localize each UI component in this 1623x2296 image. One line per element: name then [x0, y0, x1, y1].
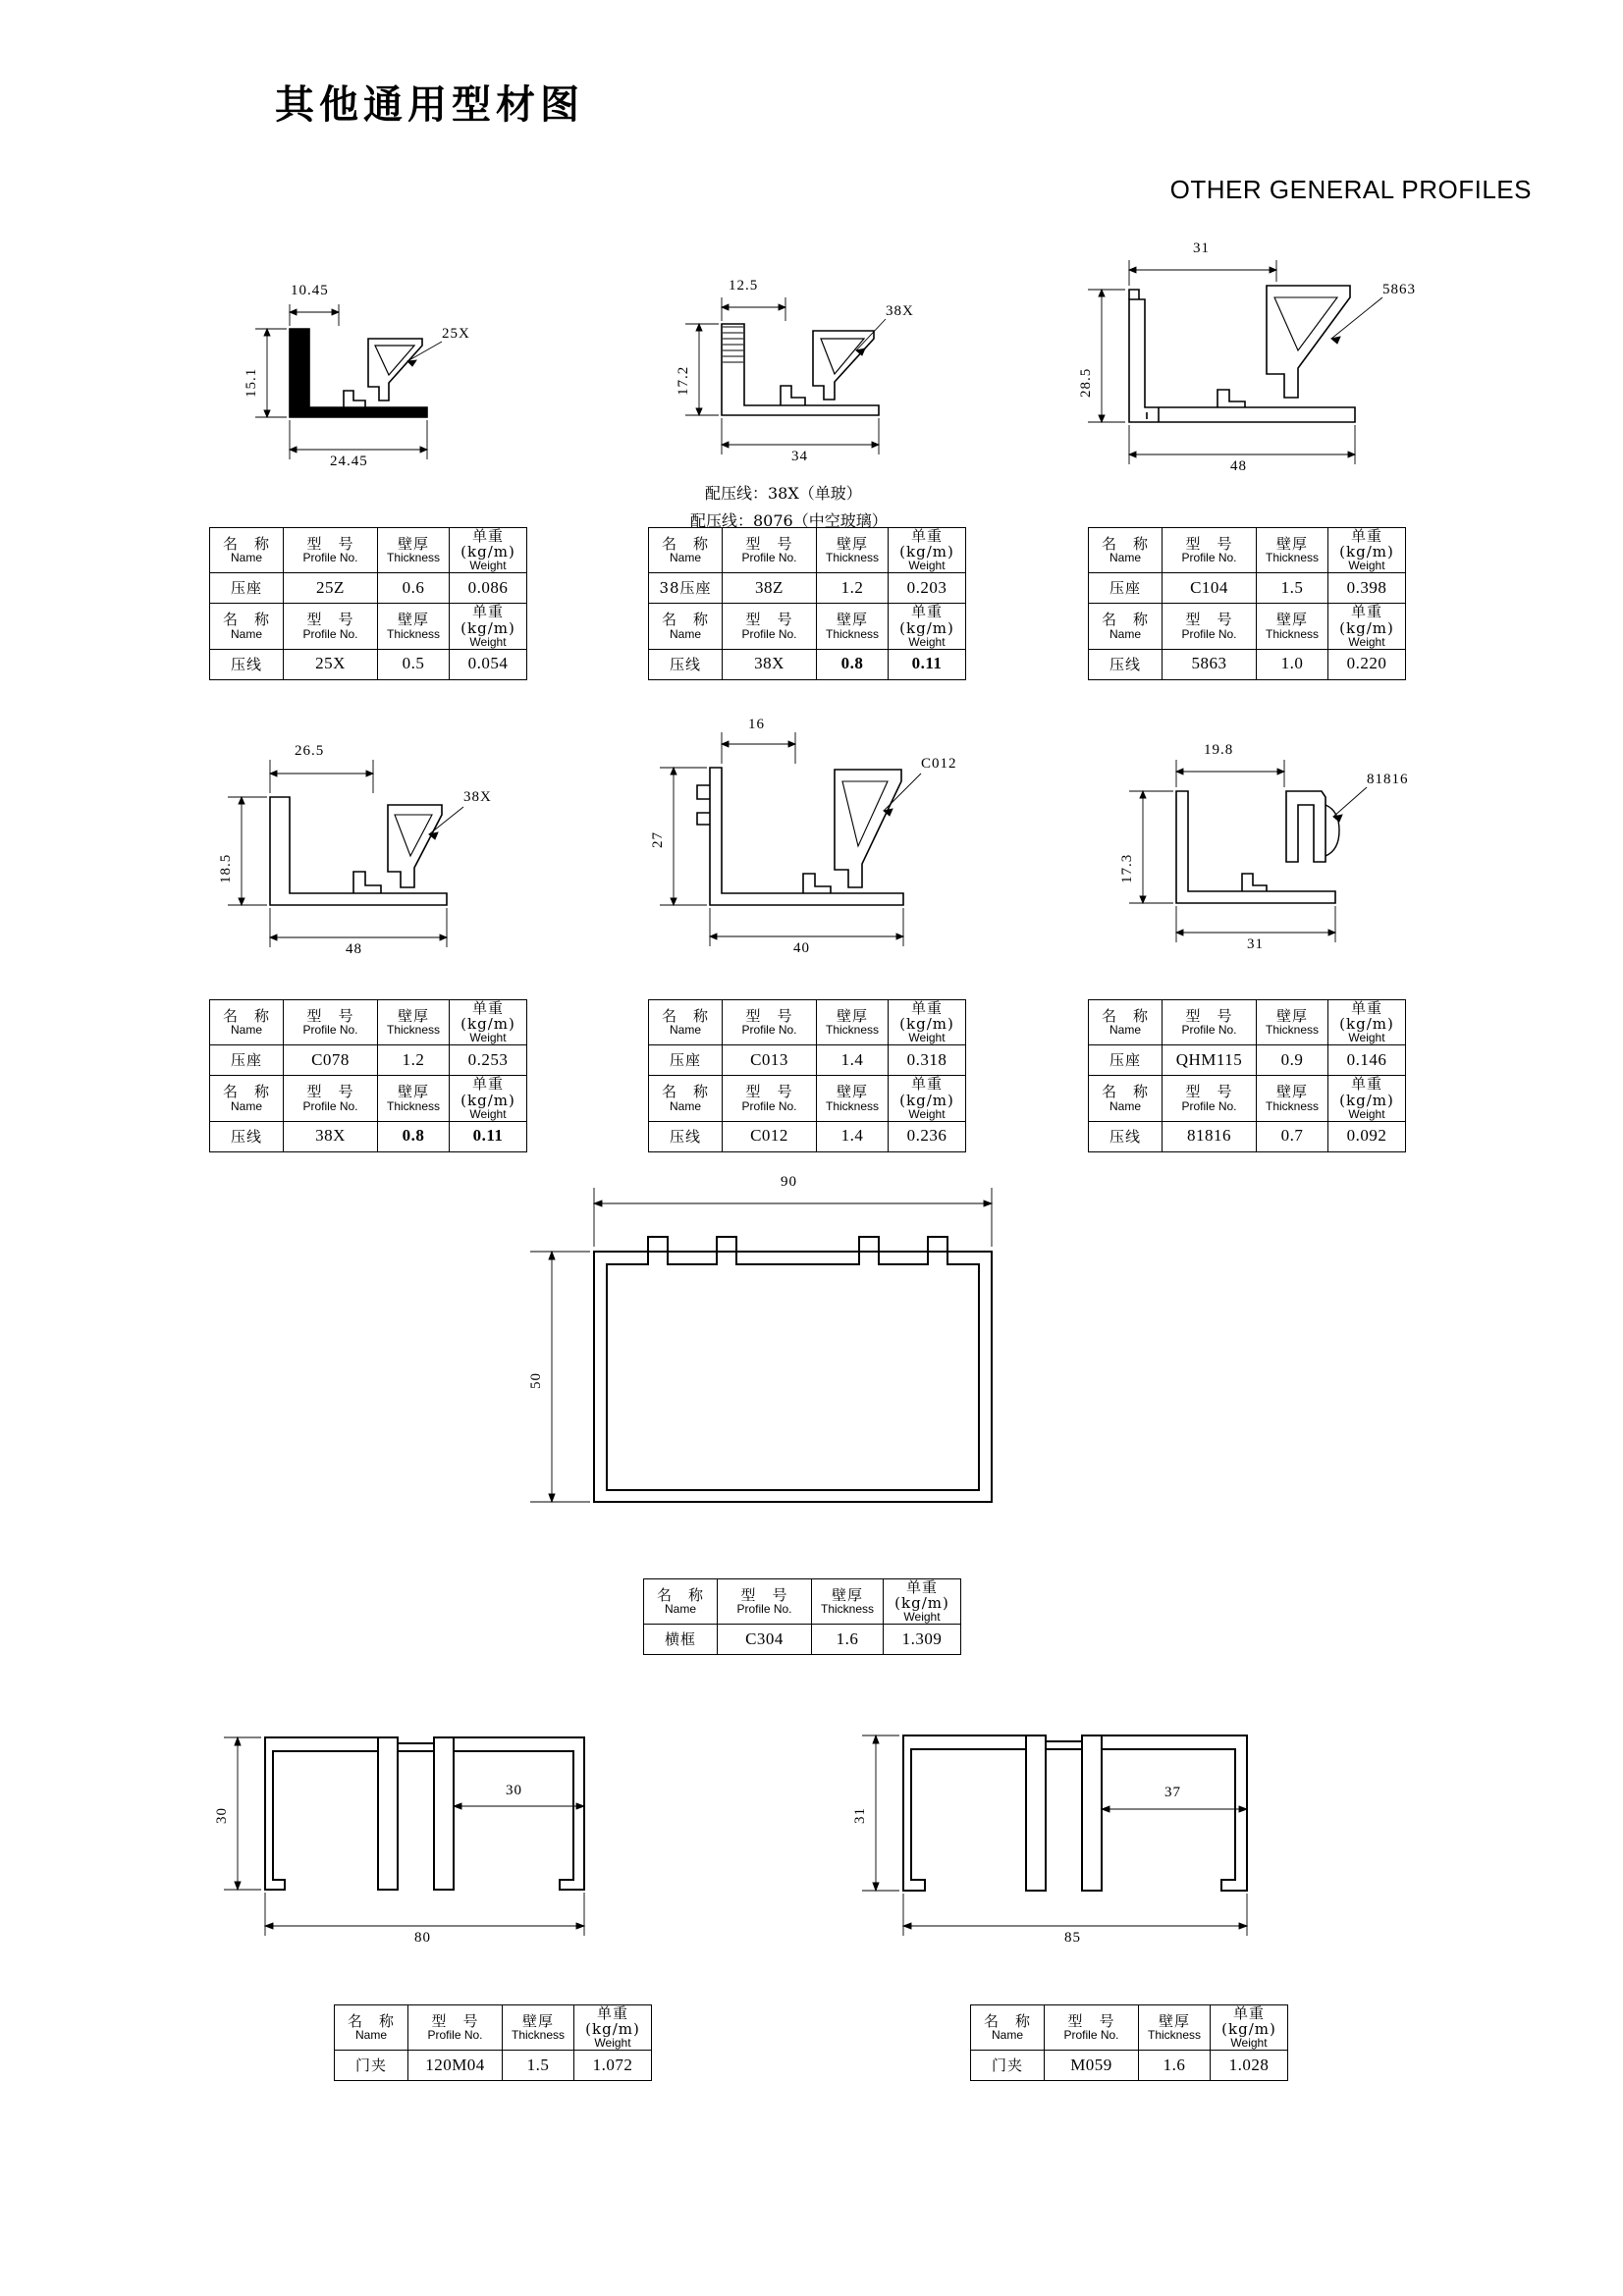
- dim-bottom: 34: [791, 449, 808, 464]
- dim-left: 17.3: [1119, 853, 1135, 883]
- figure-c013: [638, 717, 972, 982]
- cell-thickness: 0.6: [378, 573, 450, 604]
- dim-left: 28.5: [1078, 367, 1094, 398]
- th-profile: 型 号 Profile No.: [1045, 2005, 1139, 2051]
- th-weight: 单重(kg/m) Weight: [884, 1579, 961, 1625]
- cell-weight: 0.086: [450, 573, 527, 604]
- th-thickness: 壁厚 Thickness: [817, 528, 889, 573]
- dim-left: 17.2: [676, 365, 691, 396]
- dim-bottom: 40: [793, 940, 810, 956]
- th-weight: 单重(kg/m) Weight: [889, 528, 966, 573]
- cell-name: 压线: [649, 1121, 723, 1151]
- page-title-cn: 其他通用型材图: [275, 81, 584, 128]
- cell-profile: C012: [723, 1121, 817, 1151]
- cell-thickness: 0.9: [1257, 1045, 1328, 1076]
- cell-profile: C104: [1163, 573, 1257, 604]
- cell-thickness: 1.2: [817, 573, 889, 604]
- callout-label: 5863: [1382, 282, 1416, 297]
- cell-weight: 1.309: [884, 1625, 961, 1655]
- cell-name: 压线: [649, 649, 723, 679]
- th-name: 名 称 Name: [971, 2005, 1045, 2051]
- callout-label: 25X: [442, 326, 470, 342]
- cell-profile: 38X: [723, 649, 817, 679]
- cell-weight: 0.11: [889, 649, 966, 679]
- cell-weight: 1.072: [574, 2051, 652, 2081]
- cell-profile: 5863: [1163, 649, 1257, 679]
- th-weight: 单重(kg/m) Weight: [1211, 2005, 1288, 2051]
- th-profile: 型 号 Profile No.: [723, 528, 817, 573]
- cell-profile: 120M04: [408, 2051, 503, 2081]
- th-weight: 单重(kg/m) Weight: [450, 1076, 527, 1121]
- cell-profile: M059: [1045, 2051, 1139, 2081]
- th-thickness: 壁厚 Thickness: [812, 1579, 884, 1625]
- cell-weight: 0.054: [450, 649, 527, 679]
- cell-profile: C304: [718, 1625, 812, 1655]
- cell-weight: 1.028: [1211, 2051, 1288, 2081]
- th-profile: 型 号 Profile No.: [723, 1076, 817, 1121]
- cell-weight: 0.146: [1328, 1045, 1406, 1076]
- cell-profile: C078: [284, 1045, 378, 1076]
- th-weight: 单重(kg/m) Weight: [889, 1000, 966, 1045]
- th-name: 名 称 Name: [1089, 1076, 1163, 1121]
- th-thickness: 壁厚 Thickness: [1257, 1000, 1328, 1045]
- cell-name: 压座: [1089, 1045, 1163, 1076]
- th-thickness: 壁厚 Thickness: [817, 1076, 889, 1121]
- th-profile: 型 号 Profile No.: [284, 1000, 378, 1045]
- th-profile: 型 号 Profile No.: [723, 604, 817, 649]
- th-thickness: 壁厚 Thickness: [1257, 1076, 1328, 1121]
- th-name: 名 称 Name: [649, 1000, 723, 1045]
- table-row: [210, 1121, 527, 1151]
- dim-bottom: 31: [1247, 936, 1264, 952]
- th-thickness: 壁厚 Thickness: [503, 2005, 574, 2051]
- cell-thickness: 1.6: [1139, 2051, 1211, 2081]
- note-38z-line2: 配压线：8076（中空玻璃）: [690, 511, 888, 530]
- table-row: [1089, 573, 1406, 604]
- figure-120m04: [206, 1708, 776, 1983]
- cell-weight: 0.092: [1328, 1121, 1406, 1151]
- th-weight: 单重(kg/m) Weight: [1328, 1076, 1406, 1121]
- cell-weight: 0.253: [450, 1045, 527, 1076]
- th-name: 名 称 Name: [210, 528, 284, 573]
- th-profile: 型 号 Profile No.: [723, 1000, 817, 1045]
- dim-top: 26.5: [295, 743, 325, 759]
- th-weight: 单重(kg/m) Weight: [1328, 604, 1406, 649]
- table-row: [649, 649, 966, 679]
- cell-profile: 38X: [284, 1121, 378, 1151]
- figure-25z: [196, 285, 491, 510]
- cell-thickness: 1.0: [1257, 649, 1328, 679]
- th-name: 名 称 Name: [1089, 1000, 1163, 1045]
- dim-top: 90: [781, 1174, 797, 1190]
- table-row: [644, 1625, 961, 1655]
- table-row: [1089, 1045, 1406, 1076]
- table-row: [210, 649, 527, 679]
- cell-name: 压线: [210, 649, 284, 679]
- th-profile: 型 号 Profile No.: [1163, 1076, 1257, 1121]
- dim-inner: 30: [506, 1783, 522, 1798]
- th-thickness: 壁厚 Thickness: [378, 1000, 450, 1045]
- cell-weight: 0.11: [450, 1121, 527, 1151]
- th-weight: 单重(kg/m) Weight: [450, 604, 527, 649]
- cell-name: 38压座: [649, 573, 723, 604]
- table-row: [1089, 649, 1406, 679]
- cell-profile: 81816: [1163, 1121, 1257, 1151]
- th-weight: 单重(kg/m) Weight: [574, 2005, 652, 2051]
- cell-thickness: 1.5: [503, 2051, 574, 2081]
- th-profile: 型 号 Profile No.: [1163, 604, 1257, 649]
- spec-table-c304: [643, 1578, 961, 1655]
- th-profile: 型 号 Profile No.: [284, 604, 378, 649]
- dim-left: 15.1: [243, 367, 259, 398]
- th-weight: 单重(kg/m) Weight: [450, 528, 527, 573]
- table-row: [210, 1045, 527, 1076]
- cell-weight: 0.318: [889, 1045, 966, 1076]
- dim-top: 31: [1193, 240, 1210, 256]
- dim-left: 27: [650, 831, 666, 848]
- dim-bottom: 48: [346, 941, 362, 957]
- th-name: 名 称 Name: [1089, 528, 1163, 573]
- th-profile: 型 号 Profile No.: [284, 528, 378, 573]
- th-profile: 型 号 Profile No.: [408, 2005, 503, 2051]
- figure-m059: [844, 1708, 1434, 1983]
- th-weight: 单重(kg/m) Weight: [1328, 528, 1406, 573]
- cell-weight: 0.398: [1328, 573, 1406, 604]
- dim-top: 19.8: [1204, 742, 1234, 758]
- th-weight: 单重(kg/m) Weight: [450, 1000, 527, 1045]
- callout-label: 38X: [463, 789, 492, 805]
- th-thickness: 壁厚 Thickness: [378, 1076, 450, 1121]
- dim-top: 10.45: [291, 283, 329, 298]
- cell-thickness: 0.5: [378, 649, 450, 679]
- cell-name: 压座: [210, 1045, 284, 1076]
- cell-name: 压线: [210, 1121, 284, 1151]
- cell-name: 横框: [644, 1625, 718, 1655]
- dim-left: 31: [852, 1807, 868, 1824]
- figure-38z: [638, 280, 952, 506]
- callout-label: 81816: [1367, 772, 1409, 787]
- table-row: [335, 2051, 652, 2081]
- dim-left: 50: [528, 1372, 544, 1389]
- figure-c104: [1070, 240, 1443, 506]
- page-title-en: OTHER GENERAL PROFILES: [1169, 175, 1532, 204]
- th-profile: 型 号 Profile No.: [284, 1076, 378, 1121]
- dim-bottom: 24.45: [330, 454, 368, 469]
- figure-c078: [196, 743, 520, 982]
- th-name: 名 称 Name: [649, 1076, 723, 1121]
- dim-bottom: 48: [1230, 458, 1247, 474]
- cell-name: 压座: [1089, 573, 1163, 604]
- th-name: 名 称 Name: [644, 1579, 718, 1625]
- th-thickness: 壁厚 Thickness: [378, 528, 450, 573]
- table-row: [971, 2051, 1288, 2081]
- cell-profile: 38Z: [723, 573, 817, 604]
- th-thickness: 壁厚 Thickness: [1139, 2005, 1211, 2051]
- note-38z-line1: 配压线：38X（单玻）: [705, 484, 862, 503]
- th-name: 名 称 Name: [210, 1000, 284, 1045]
- spec-table-120m04: [334, 2004, 652, 2081]
- th-profile: 型 号 Profile No.: [718, 1579, 812, 1625]
- cell-thickness: 1.4: [817, 1045, 889, 1076]
- dim-left: 18.5: [218, 853, 234, 883]
- cell-thickness: 1.5: [1257, 573, 1328, 604]
- spec-table-c104: [1088, 527, 1406, 680]
- figure-c304: [491, 1168, 1139, 1571]
- cell-weight: 0.220: [1328, 649, 1406, 679]
- spec-table-qhm115: [1088, 999, 1406, 1152]
- cell-profile: 25Z: [284, 573, 378, 604]
- dim-bottom: 80: [414, 1930, 431, 1946]
- th-weight: 单重(kg/m) Weight: [889, 1076, 966, 1121]
- spec-table-38z: [648, 527, 966, 680]
- table-row: [210, 573, 527, 604]
- cell-thickness: 0.8: [817, 649, 889, 679]
- callout-label: 38X: [886, 303, 914, 319]
- dim-left: 30: [214, 1807, 230, 1824]
- table-row: [649, 573, 966, 604]
- dim-top: 16: [748, 717, 765, 732]
- cell-thickness: 1.2: [378, 1045, 450, 1076]
- cell-weight: 0.236: [889, 1121, 966, 1151]
- dim-inner: 37: [1164, 1785, 1181, 1800]
- cell-profile: QHM115: [1163, 1045, 1257, 1076]
- th-weight: 单重(kg/m) Weight: [1328, 1000, 1406, 1045]
- cell-profile: C013: [723, 1045, 817, 1076]
- cell-weight: 0.203: [889, 573, 966, 604]
- th-thickness: 壁厚 Thickness: [1257, 604, 1328, 649]
- cell-name: 门夹: [971, 2051, 1045, 2081]
- th-thickness: 壁厚 Thickness: [1257, 528, 1328, 573]
- callout-label: C012: [921, 756, 957, 772]
- cell-name: 压座: [210, 573, 284, 604]
- table-row: [649, 1121, 966, 1151]
- cell-thickness: 0.8: [378, 1121, 450, 1151]
- th-thickness: 壁厚 Thickness: [378, 604, 450, 649]
- th-thickness: 壁厚 Thickness: [817, 604, 889, 649]
- th-name: 名 称 Name: [335, 2005, 408, 2051]
- table-row: [649, 1045, 966, 1076]
- th-name: 名 称 Name: [210, 604, 284, 649]
- cell-thickness: 0.7: [1257, 1121, 1328, 1151]
- th-profile: 型 号 Profile No.: [1163, 528, 1257, 573]
- table-row: [1089, 1121, 1406, 1151]
- figure-qhm115: [1090, 742, 1443, 982]
- cell-name: 压线: [1089, 1121, 1163, 1151]
- spec-table-c078: [209, 999, 527, 1152]
- th-name: 名 称 Name: [649, 528, 723, 573]
- th-profile: 型 号 Profile No.: [1163, 1000, 1257, 1045]
- th-name: 名 称 Name: [210, 1076, 284, 1121]
- th-thickness: 壁厚 Thickness: [817, 1000, 889, 1045]
- cell-thickness: 1.4: [817, 1121, 889, 1151]
- th-weight: 单重(kg/m) Weight: [889, 604, 966, 649]
- cell-name: 压线: [1089, 649, 1163, 679]
- th-name: 名 称 Name: [1089, 604, 1163, 649]
- cell-profile: 25X: [284, 649, 378, 679]
- cell-name: 门夹: [335, 2051, 408, 2081]
- th-name: 名 称 Name: [649, 604, 723, 649]
- spec-table-m059: [970, 2004, 1288, 2081]
- cell-name: 压座: [649, 1045, 723, 1076]
- spec-table-c013: [648, 999, 966, 1152]
- dim-top: 12.5: [729, 278, 759, 294]
- cell-thickness: 1.6: [812, 1625, 884, 1655]
- dim-bottom: 85: [1064, 1930, 1081, 1946]
- spec-table-25z: [209, 527, 527, 680]
